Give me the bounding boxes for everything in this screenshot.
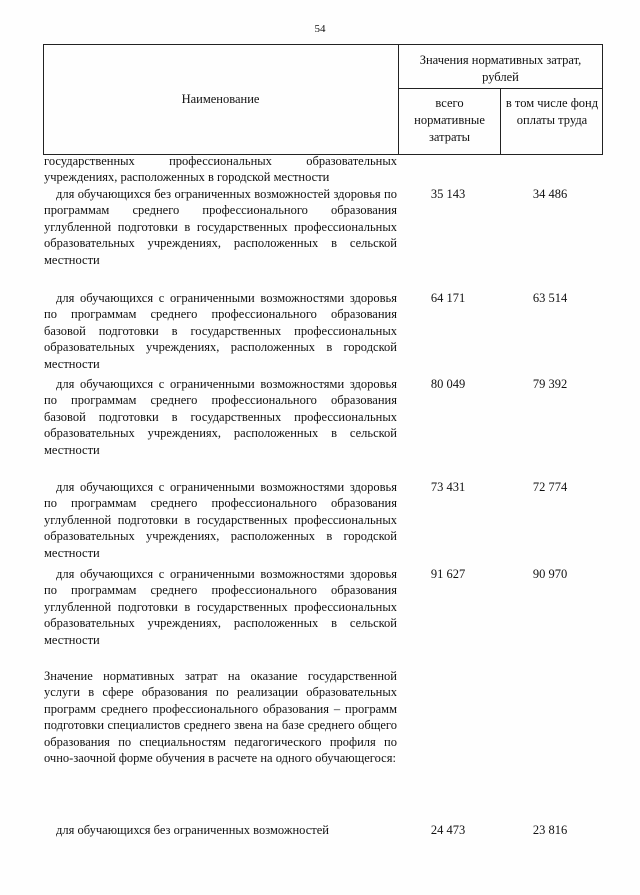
row-description: государственных профессиональных образовательных учреждениях, расположенных в городской местности [44, 154, 397, 185]
row-wage-value: 72 774 [532, 480, 568, 494]
row-wage-value: 34 486 [532, 187, 568, 201]
header-right-border [602, 44, 603, 155]
row-description: для обучающихся без ограниченных возможностей [56, 823, 329, 837]
row-total-value: 24 473 [430, 823, 466, 837]
row-total-value: 80 049 [430, 377, 466, 391]
header-col-divider [398, 44, 399, 155]
row-wage-value: 90 970 [532, 567, 568, 581]
row-total-value: 73 431 [430, 480, 466, 494]
row-total-value: 91 627 [430, 567, 466, 581]
row-description: для обучающихся с ограниченными возможностями здоровья по программам среднего профессионального образования углубленной подготовки в государственных профессиональных образовательных учреждениях, расположенных в сельской местности [44, 567, 397, 647]
page-number: 54 [314, 23, 326, 35]
header-wage-fund: в том числе фонд оплаты труда [505, 96, 599, 127]
header-subcol-divider [500, 88, 501, 155]
row-wage-value: 79 392 [532, 377, 568, 391]
row-description: для обучающихся с ограниченными возможностями здоровья по программам среднего профессионального образования базовой подготовки в государственных профессиональных образовательных учреждениях, расположенных в городской местности [44, 291, 397, 371]
row-description: для обучающихся с ограниченными возможностями здоровья по программам среднего профессионального образования базовой подготовки в государственных профессиональных образовательных учреждениях, расположенных в сельской местности [44, 377, 397, 457]
row-description: для обучающихся без ограниченных возможностей здоровья по программам среднего профессионального образования углубленной подготовки в государственных профессиональных образовательных учреждениях, расположенных в сельской местности [44, 187, 397, 267]
section-description: Значение нормативных затрат на оказание государственной услуги в сфере образования по реализации образовательных программ среднего профессионального образования – программ подготовки специалистов среднего звена на базе среднего общего образования по специальностям педагогического профиля по очно-заочной форме обучения в расчете на одного обучающегося: [44, 669, 397, 766]
header-name-column: Наименование [181, 92, 260, 106]
row-description: для обучающихся с ограниченными возможностями здоровья по программам среднего профессионального образования углубленной подготовки в государственных профессиональных образовательных учреждениях, расположенных в городской местности [44, 480, 397, 560]
row-wage-value: 23 816 [532, 823, 568, 837]
row-total-value: 35 143 [430, 187, 466, 201]
row-wage-value: 63 514 [532, 291, 568, 305]
header-top-border [43, 44, 603, 45]
row-total-value: 64 171 [430, 291, 466, 305]
header-values-group: Значения нормативных затрат, рублей [419, 53, 582, 84]
table-header [43, 44, 603, 154]
header-total-cost: всего нормативные затраты [414, 96, 485, 144]
